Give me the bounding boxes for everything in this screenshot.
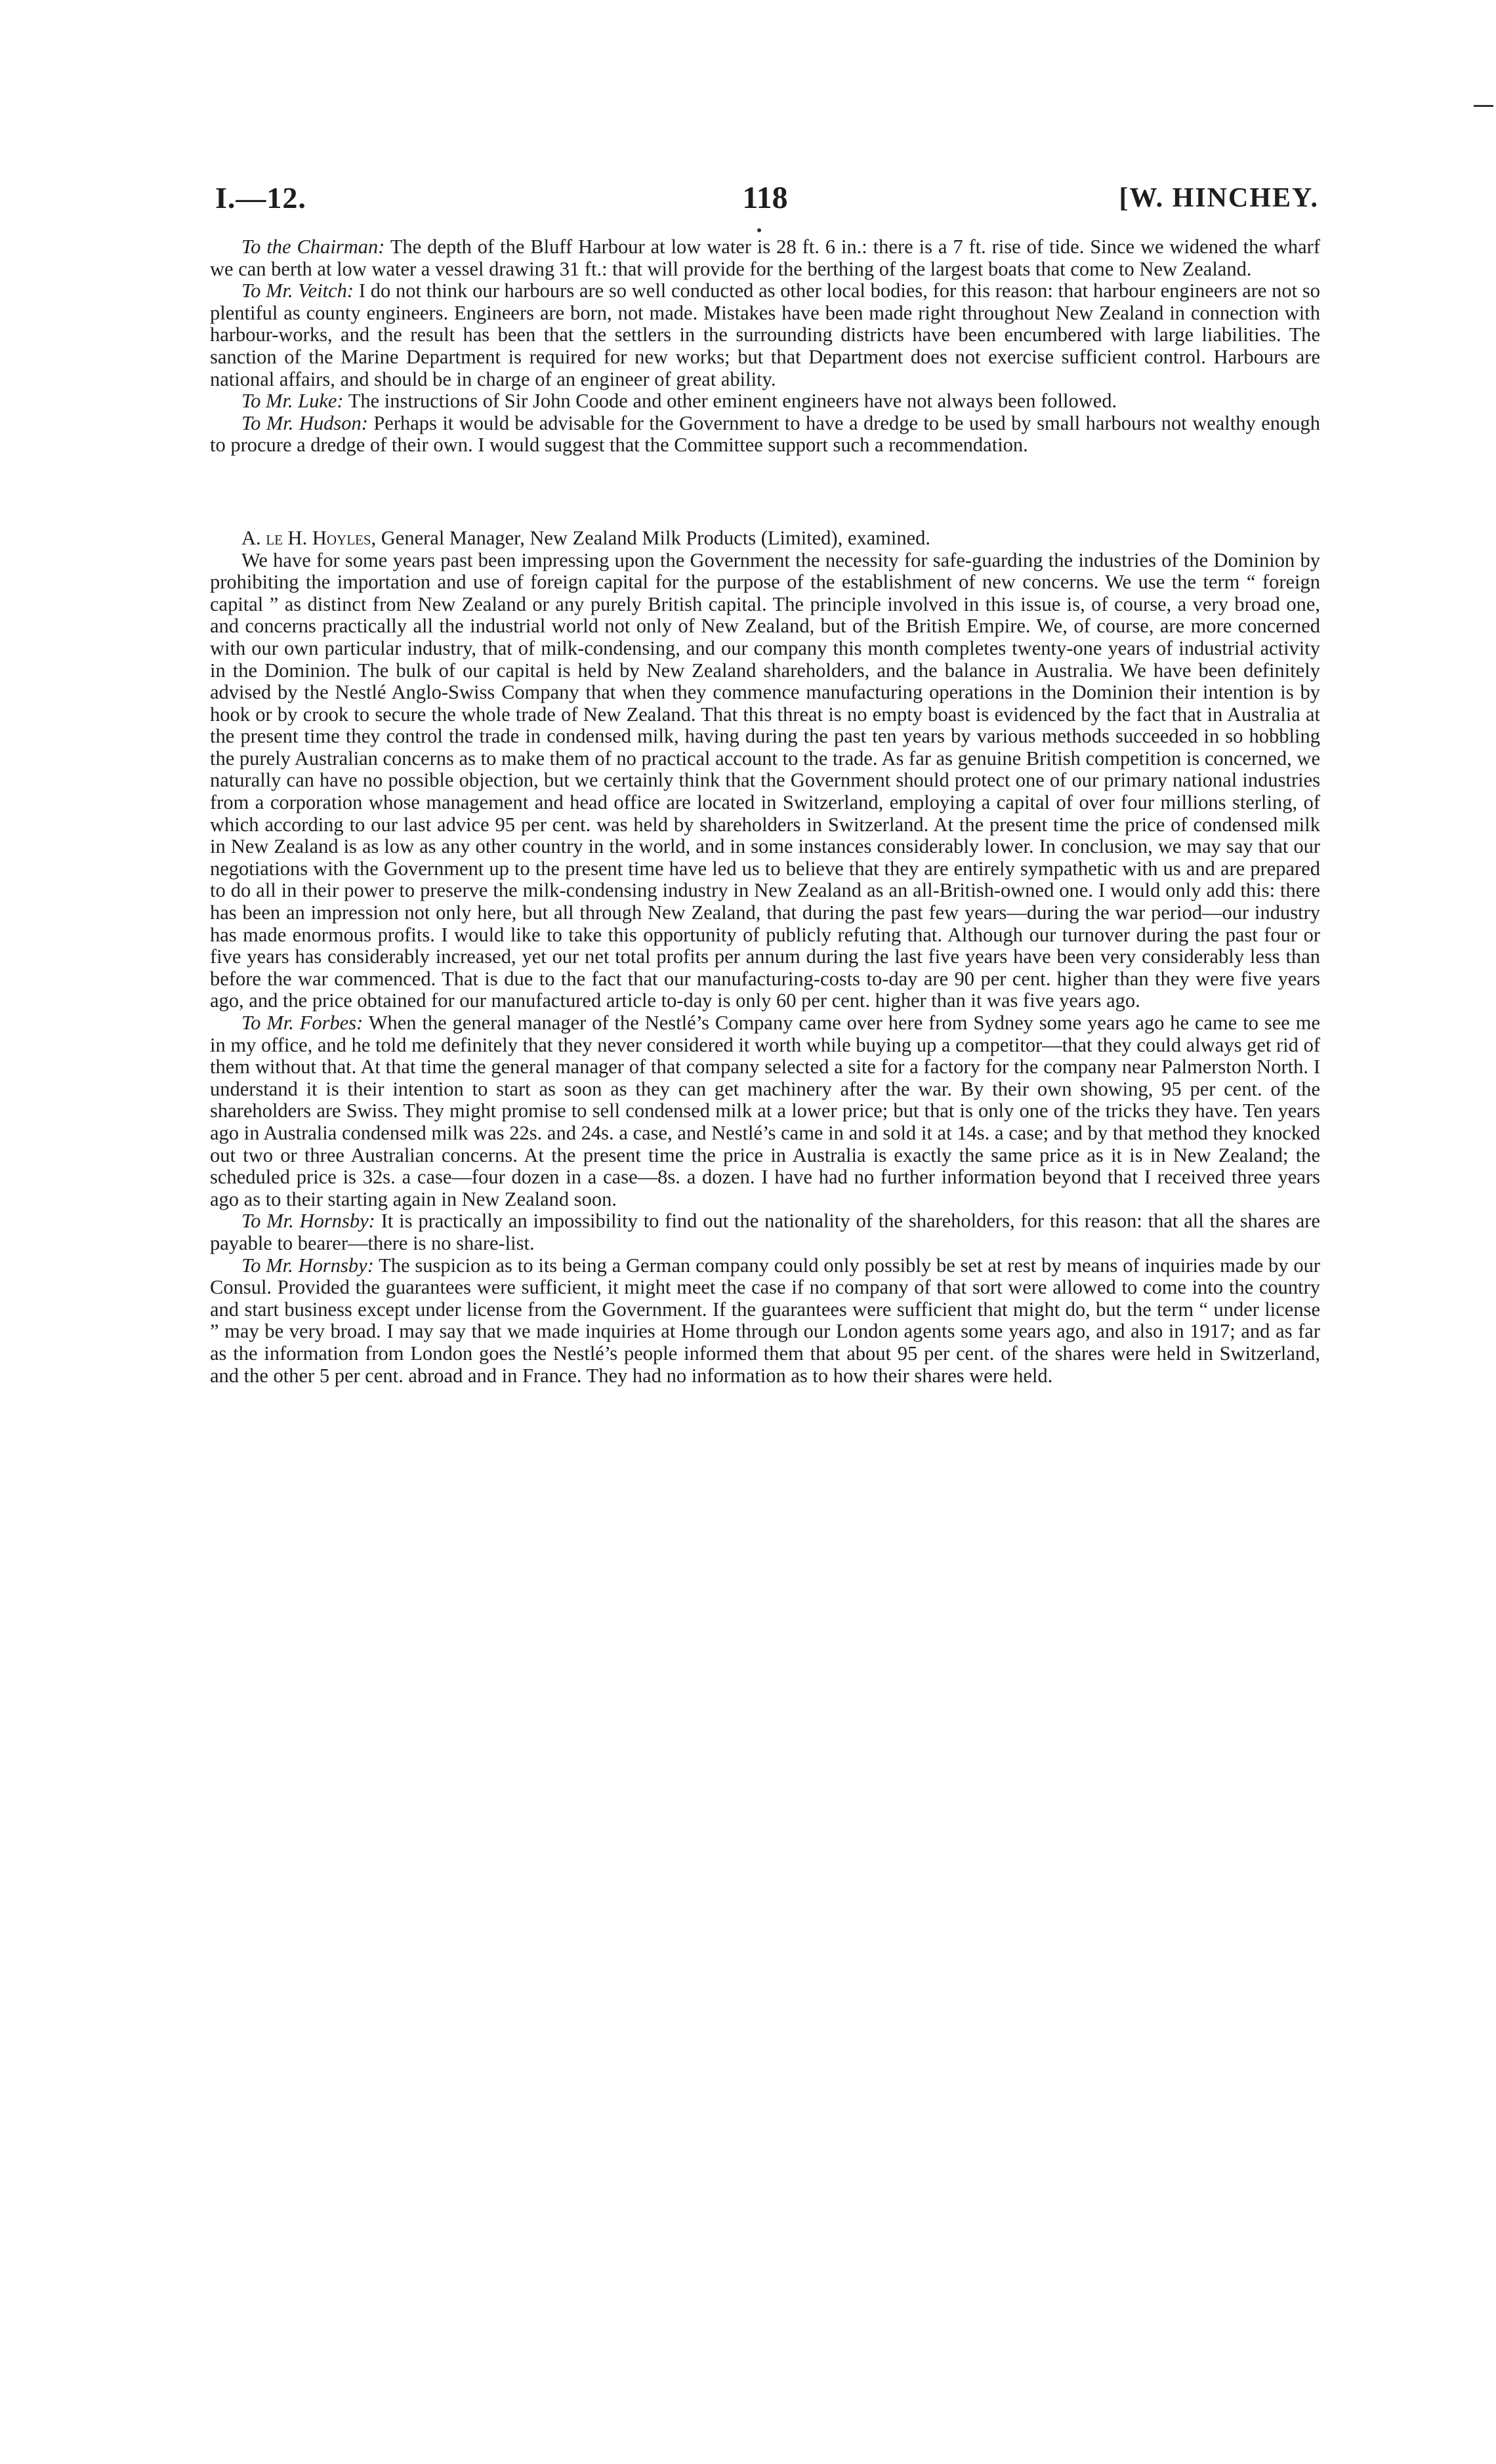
evidence-paragraph — [210, 1012, 1320, 1210]
answer-text: When the general manager of the Nestlé’s Company came over here from Sydney some years ago he came to see me in my office, and he told me definitely that they never considered it worth while buying up a competitor—that they could always get rid of them without that. At that time the general manager of that company selected a site for a factory for the company near Palmerston North. I understand it is their intention to start as soon as they can get machinery after the war. By their own showing, 95 per cent. of the shareholders are Swiss. They might promise to sell condensed milk at a lower price; but that is only one of the tricks they have. Ten years ago in Australia condensed milk was 22s. and 24s. a case, and Nestlé’s came in and sold it at 14s. a case; and by that method they knocked out two or three Australian concerns. At the present time the price in Australia is exactly the same price as it is in New Zealand; the scheduled price is 32s. a case—four dozen in a case—8s. a dozen. I have had no further information beyond that I received three years ago as to their starting again in New Zealand soon. — [210, 1012, 1320, 1210]
evidence-paragraph — [210, 1255, 1320, 1387]
answer-text: It is practically an impossibility to find out the nationality of the shareholders, for this reason: that all the shares are payable to bearer—there is no share-list. — [210, 1210, 1320, 1254]
evidence-paragraph — [210, 1210, 1320, 1254]
questioner-label: To the Chairman: — [241, 236, 385, 258]
answer-text: The instructions of Sir John Coode and other eminent engineers have not always been followed. — [343, 390, 1117, 413]
witness-header: [W. HINCHEY. — [1119, 183, 1319, 213]
hinchey-evidence-section — [210, 236, 1320, 457]
questioner-label: To Mr. Hornsby: — [241, 1210, 375, 1233]
evidence-paragraph — [210, 236, 1320, 280]
answer-text: The suspicion as to its being a German company could only possibly be set at rest by means of inquiries made by our Consul. Provided the guarantees were sufficient, it might meet the case if no company of that sort were allowed to come into the country and start business except under license from the Government. If the guarantees were sufficient that might do, but the term “ under license ” may be very broad. I may say that we made inquiries at Home through our London agents some years ago, and also in 1917; and as far as the information from London goes the Nestlé’s people informed them that about 95 per cent. of the shares were held in Switzerland, and the other 5 per cent. abroad and in France. They had no information as to how their shares were held. — [210, 1254, 1320, 1387]
running-head — [210, 177, 1320, 219]
witness-title: , General Manager, New Zealand Milk Products (Limited), examined. — [371, 526, 931, 549]
evidence-paragraph — [210, 280, 1320, 390]
hoyles-evidence-section — [210, 527, 1320, 1387]
evidence-paragraph — [210, 550, 1320, 1012]
questioner-label: To Mr. Hudson: — [241, 411, 368, 434]
answer-text: I do not think our harbours are so well conducted as other local bodies, for this reason: that harbour engineers are not so plentiful as county engineers. Engineers are born, not made. Mistakes have been made right throughout New Zealand in connection with harbour-works, and the result has been that the settlers in the surrounding districts have been encumbered with large liabilities. The sanction of the Marine Department is required for new works; but that Department does not exercise sufficient control. Harbours are national affairs, and should be in charge of an engineer of great ability. — [210, 279, 1320, 390]
questioner-label: To Mr. Forbes: — [241, 1012, 364, 1034]
evidence-paragraph — [210, 413, 1320, 457]
questioner-label: To Mr. Veitch: — [241, 279, 354, 302]
questioner-label: To Mr. Hornsby: — [241, 1254, 374, 1277]
answer-text: Perhaps it would be advisable for the Government to have a dredge to be used by small harbours not wealthy enough to procure a dredge of their own. I would suggest that the Committee support such a recommendation. — [210, 411, 1320, 457]
statement-text: We have for some years past been impressing upon the Government the necessity for safe-guarding the industries of the Dominion by prohibiting the importation and use of foreign capital for the purpose of the establishment of new concerns. We use the term “ foreign capital ” as distinct from New Zealand or any purely British capital. The principle involved in this issue is, of course, a very broad one, and concerns practically all the industrial world not only of New Zealand, but of the British Empire. We, of course, are more concerned with our own particular industry, that of milk-condensing, and our company this month completes twenty-one years of industrial activity in the Dominion. The bulk of our capital is held by New Zealand shareholders, and the balance in Australia. We have been definitely advised by the Nestlé Anglo-Swiss Company that when they commence manufacturing operations in the Dominion their intention is by hook or by crook to secure the whole trade of New Zealand. That this threat is no empty boast is evidenced by the fact that in Australia at the present time they control the trade in condensed milk, having during the past ten years by various methods succeeded in so hobbling the purely Australian concerns as to make them of no practical account to the trade. As far as genuine British competition is concerned, we naturally can have no possible objection, but we certainly think that the Government should protect one of our primary national industries from a corporation whose management and head office are located in Switzerland, employing a capital of over four millions sterling, of which according to our last advice 95 per cent. was held by shareholders in Switzerland. At the present time the price of condensed milk in New Zealand is as low as any other country in the world, and in some instances considerably lower. In conclusion, we may say that our negotiations with the Government up to the present time have led us to believe that they are entirely sympathetic with us and are prepared to do all in their power to preserve the milk-condensing industry in New Zealand as an all-British-owned one. I would only add this: there has been an impression not only here, but all through New Zealand, that during the past few years—during the war period—our industry has made enormous profits. I would like to take this opportunity of publicly refuting that. Although our turnover during the past four or five years has considerably increased, yet our net total profits per annum during the last five years have been very considerably less than before the war commenced. That is due to the fact that our manufacturing-costs to-day are 90 per cent. higher than they were five years ago, and the price obtained for our manufactured article to-day is only 60 per cent. higher than it was five years ago. — [210, 548, 1320, 1012]
witness-heading — [210, 527, 1320, 550]
witness-name: A. le H. Hoyles — [241, 526, 371, 549]
page-number: 118 — [742, 180, 788, 215]
document-page — [210, 177, 1320, 1387]
evidence-paragraph — [210, 390, 1320, 413]
paper-reference: I.—12. — [215, 181, 306, 215]
page-edge-mark — [1474, 105, 1493, 107]
answer-text: The depth of the Bluff Harbour at low water is 28 ft. 6 in.: there is a 7 ft. rise of tide. Since we widened the wharf we can berth at low water a vessel drawing 31 ft.: that will provide for the berthing of the largest boats that come to New Zealand. — [210, 236, 1320, 280]
questioner-label: To Mr. Luke: — [241, 390, 344, 413]
